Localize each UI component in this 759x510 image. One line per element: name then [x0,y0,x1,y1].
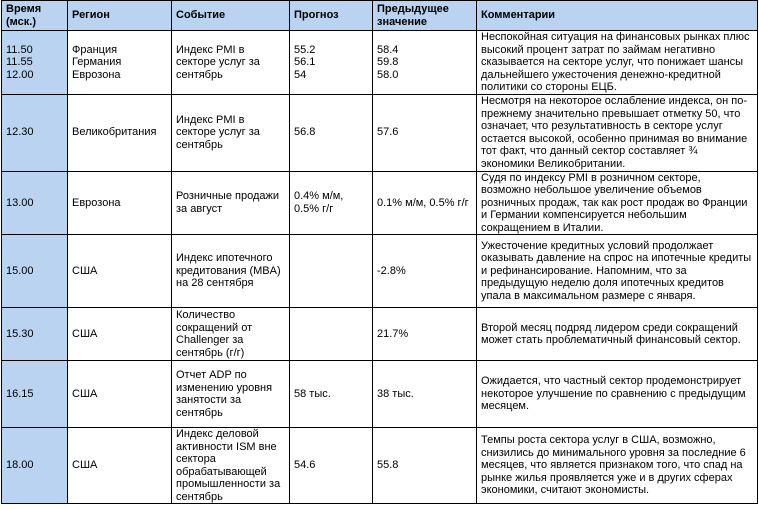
header-comments: Комментарии [477,1,758,31]
previous-cell: 21.7% [373,308,477,361]
economic-calendar-table [1,0,758,504]
forecast-value: 56.1 [294,56,316,68]
table-row [2,428,758,504]
comment-cell: Темпы роста сектора услуг в США, возможно, снизились до минимального уровня за последние 6 месяцев, что является признаком того, что спад на рынке жилья проявляется уже и в других сферах экономики, считают экономисты. [477,428,758,504]
table-row [2,94,758,171]
previous-cell: 55.8 [373,428,477,504]
forecast-cell: 0.4% м/м, 0.5% г/г [290,171,373,235]
table-row [2,31,758,95]
region-value: Германия [72,56,122,68]
comment-cell: Ужесточение кредитных условий продолжает оказывать давление на спрос на ипотечные кредиты и рефинансирование. Напомним, что за предыдущую неделю доля ипотечных кредитов упала в максимальном размере с января. [477,235,758,308]
forecast-value: 55.2 [294,43,316,56]
forecast-value: 54 [294,68,307,81]
comment-cell: Несмотря на некоторое ослабление индекса, он по-прежнему значительно превышает отметку 50, что означает, что результативность в секторе услуг остается высокой, особенно принимая во внимание тот факт, что данный сектор составляет ¾ экономики Великобритании. [477,94,758,171]
comment-cell: Второй месяц подряд лидером среди сокращений может стать проблематичный финансовый сектор. [477,308,758,361]
time-cell: 15.30 [2,308,68,361]
forecast-cell [290,308,373,361]
region-value: Еврозона [72,68,121,81]
region-cell: США [68,235,172,308]
region-cell: Великобритания [68,94,172,171]
forecast-cell: 56.8 [290,94,373,171]
event-cell: Розничные продажи за август [172,171,290,235]
header-time: Время (мск.) [2,1,68,31]
header-event: Событие [172,1,290,31]
time-value: 12.00 [6,68,34,81]
comment-cell: Неспокойная ситуация на финансовых рынках плюс высокий процент затрат по займам негативно сказывается на секторе услуг, что понижает шансы дальнейшего ужесточения денежно-кредитной политики со стороны ЕЦБ. [477,31,758,95]
time-value: 11.50 [6,43,33,56]
region-cell [68,31,172,95]
table-row [2,171,758,235]
previous-cell: 0.1% м/м, 0.5% г/г [373,171,477,235]
time-cell: 12.30 [2,94,68,171]
forecast-cell: 58 тыс. [290,361,373,428]
previous-cell [373,31,477,95]
previous-cell: 38 тыс. [373,361,477,428]
previous-cell: 57.6 [373,94,477,171]
header-forecast: Прогноз [290,1,373,31]
time-cell [2,31,68,95]
forecast-cell [290,31,373,95]
region-cell: США [68,428,172,504]
previous-value: 58.0 [377,68,399,81]
region-cell: Еврозона [68,171,172,235]
event-cell: Количество сокращений от Challenger за сентябрь (г/г) [172,308,290,361]
time-value: 11.55 [6,56,33,68]
table-row [2,235,758,308]
event-cell: Отчет ADP по изменению уровня занятости за сентябрь [172,361,290,428]
event-cell: Индекс PMI в секторе услуг за сентябрь [172,31,290,95]
previous-value: 59.8 [377,56,399,68]
region-cell: США [68,361,172,428]
previous-value: 58.4 [377,43,399,56]
event-cell: Индекс PMI в секторе услуг за сентябрь [172,94,290,171]
header-region: Регион [68,1,172,31]
comment-cell: Ожидается, что частный сектор продемонстрирует некоторое улучшение по сравнению с предыдущим месяцем. [477,361,758,428]
region-value: Франция [72,43,118,56]
forecast-cell: 54.6 [290,428,373,504]
forecast-cell [290,235,373,308]
comment-cell: Судя по индексу PMI в розничном секторе, возможно небольшое увеличение объемов розничных продаж, так как рост продаж во Франции и Германии компенсируется небольшим сокращением в Италии. [477,171,758,235]
header-previous: Предыдущее значение [373,1,477,31]
time-cell: 18.00 [2,428,68,504]
region-cell: США [68,308,172,361]
time-cell: 13.00 [2,171,68,235]
time-cell: 15.00 [2,235,68,308]
time-cell: 16.15 [2,361,68,428]
header-row [2,1,758,31]
event-cell: Индекс ипотечного кредитования (MBA) на 28 сентября [172,235,290,308]
previous-cell: -2.8% [373,235,477,308]
event-cell: Индекс деловой активности ISM вне сектора обрабатывающей промышленности за сентябрь [172,428,290,504]
table-row [2,308,758,361]
table-row [2,361,758,428]
